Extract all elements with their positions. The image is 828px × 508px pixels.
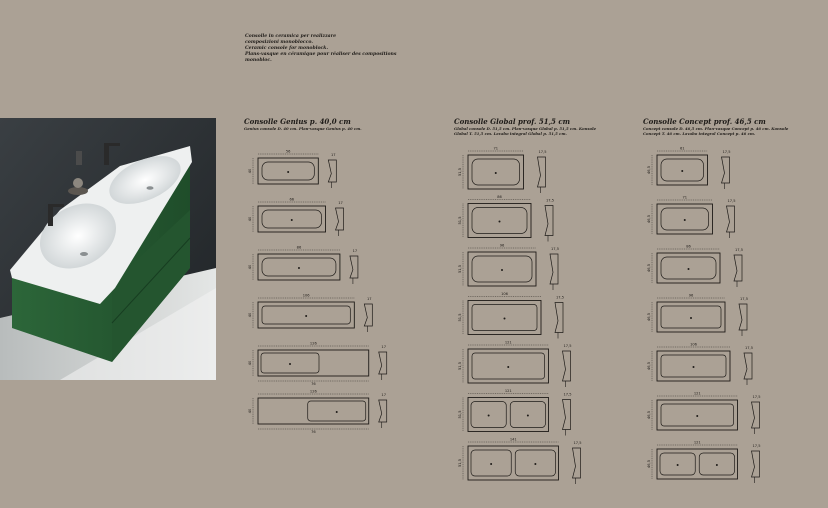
dimension-label: 86 bbox=[497, 195, 502, 199]
dimension-label: 17,5 bbox=[722, 150, 731, 154]
drain-hole bbox=[684, 219, 686, 221]
dimension-label: 17 bbox=[331, 153, 336, 157]
column-header-global bbox=[454, 117, 596, 136]
washbasin-drawing bbox=[248, 150, 336, 189]
washbasin-drawing bbox=[248, 198, 344, 237]
dimension-label: 17,5 bbox=[538, 150, 547, 154]
faucet-icon bbox=[104, 143, 109, 165]
side-profile bbox=[550, 254, 558, 284]
washbasin-drawing bbox=[647, 245, 743, 288]
drain-hole bbox=[507, 366, 509, 368]
washbasin-drawing bbox=[458, 389, 572, 436]
intro-line: Ceramic console for monoblock. bbox=[245, 46, 329, 51]
dimension-label: 40 bbox=[248, 264, 252, 270]
dimension-label: 86 bbox=[296, 245, 302, 250]
dimension-label: 51,5 bbox=[458, 410, 462, 419]
dimension-label: 40 bbox=[248, 216, 252, 222]
washbasin-drawing bbox=[458, 341, 572, 388]
dimension-label: 17 bbox=[338, 201, 343, 205]
side-profile bbox=[752, 402, 760, 428]
dimension-label: 17,5 bbox=[563, 392, 572, 397]
dimension-label: 40 bbox=[248, 312, 252, 318]
washbasin-drawing bbox=[647, 392, 761, 435]
dimension-label: 76 bbox=[311, 382, 316, 386]
dimension-label: 51,5 bbox=[458, 167, 462, 177]
column-subtitle: Global T. 51,5 cm. Lavabo integral Global p. 51,5 cm. bbox=[454, 131, 567, 136]
washbasin-drawing bbox=[647, 196, 736, 239]
side-profile bbox=[727, 206, 735, 232]
intro-line: monobloc. bbox=[245, 58, 272, 63]
column-subtitle: Global console D. 51,5 cm. Plan-vasque Global p. 51,5 cm. Konsole bbox=[454, 126, 596, 131]
drawings-concept bbox=[643, 145, 793, 505]
side-profile bbox=[545, 206, 553, 236]
dimension-label: 126 bbox=[309, 389, 317, 394]
drain-hole bbox=[690, 317, 692, 319]
drain-hole bbox=[488, 415, 490, 417]
dimension-label: 51,5 bbox=[458, 361, 462, 371]
washbasin-drawing bbox=[647, 294, 748, 337]
intro-line: composizioni monoblocco. bbox=[245, 40, 313, 45]
dimension-label: 17 bbox=[381, 345, 387, 349]
washbasin-drawing bbox=[248, 390, 387, 435]
intro-line: Plans-vasque en céramique pour réaliser des compositions bbox=[245, 52, 397, 57]
product-photo bbox=[0, 118, 216, 380]
washbasin-drawing bbox=[458, 244, 559, 291]
dimension-label: 121 bbox=[693, 440, 701, 445]
dimension-label: 17,5 bbox=[752, 395, 761, 399]
washbasin-drawing bbox=[647, 343, 753, 386]
drawings-global bbox=[454, 145, 604, 505]
dimension-label: 51,5 bbox=[458, 264, 462, 274]
dimension-label: 66 bbox=[289, 197, 295, 202]
dimension-label: 51,5 bbox=[458, 216, 462, 225]
dimension-label: 40 bbox=[248, 168, 252, 174]
side-profile bbox=[336, 208, 344, 230]
dimension-label: 86 bbox=[686, 244, 691, 249]
column-header-genius bbox=[244, 117, 362, 131]
drain-hole bbox=[298, 267, 300, 269]
dimension-label: 126 bbox=[309, 341, 317, 346]
column-subtitle: Concept T. 46 cm. Lavabo integral Concept p. 46 cm. bbox=[643, 131, 756, 136]
washbasin-drawing bbox=[647, 441, 761, 484]
drain-hole bbox=[716, 464, 718, 466]
dimension-label: 46,5 bbox=[647, 410, 651, 420]
basin-outline bbox=[258, 350, 369, 376]
washbasin-drawing bbox=[248, 246, 358, 285]
side-profile bbox=[379, 400, 387, 422]
dimension-label: 46,5 bbox=[647, 263, 651, 273]
dimension-label: 106 bbox=[302, 293, 310, 298]
dimension-label: 17,5 bbox=[727, 199, 736, 203]
side-profile bbox=[538, 157, 546, 187]
washbasin-drawing bbox=[458, 147, 547, 194]
dimension-label: 51,5 bbox=[458, 458, 462, 468]
side-profile bbox=[722, 157, 730, 183]
drain-hole bbox=[534, 463, 536, 465]
dimension-label: 121 bbox=[504, 389, 512, 393]
dimension-label: 17 bbox=[352, 249, 358, 253]
dimension-label: 46,5 bbox=[647, 165, 651, 175]
dimension-label: 17 bbox=[381, 393, 387, 397]
dimension-label: 96 bbox=[499, 243, 505, 248]
column-title: Consolle Concept prof. 46,5 cm bbox=[643, 117, 766, 126]
drain-hole bbox=[504, 318, 506, 320]
dimension-label: 46,5 bbox=[647, 214, 651, 224]
dimension-label: 17,5 bbox=[739, 297, 749, 301]
dimension-label: 17,5 bbox=[752, 444, 761, 448]
dimension-label: 61 bbox=[679, 146, 685, 151]
drain-hole bbox=[527, 415, 529, 417]
dimension-label: 76 bbox=[311, 430, 316, 434]
drain-hole bbox=[305, 315, 307, 317]
dimension-label: 71 bbox=[493, 146, 499, 151]
side-profile bbox=[379, 352, 387, 374]
drain-hole bbox=[693, 366, 695, 368]
dimension-label: 56 bbox=[285, 149, 291, 154]
basin-outline bbox=[657, 449, 738, 479]
dimension-label: 40 bbox=[248, 360, 252, 366]
column-title: Consolle Global prof. 51,5 cm bbox=[454, 117, 571, 126]
column-header-concept bbox=[643, 117, 788, 136]
drawings-genius bbox=[244, 148, 387, 448]
basin-outline bbox=[258, 398, 369, 424]
side-profile bbox=[752, 451, 760, 477]
drain-hole bbox=[291, 219, 293, 221]
drain-hole bbox=[289, 363, 291, 365]
drain-hole bbox=[490, 463, 492, 465]
dimension-label: 106 bbox=[501, 292, 508, 296]
product-photo-svg bbox=[0, 118, 216, 380]
drain-hole bbox=[501, 269, 503, 271]
dimension-label: 17,5 bbox=[563, 344, 572, 348]
washbasin-drawing bbox=[647, 147, 731, 190]
drain-hole bbox=[495, 172, 497, 174]
drain-hole bbox=[336, 411, 338, 413]
washbasin-drawing bbox=[458, 438, 582, 485]
side-profile bbox=[563, 351, 571, 381]
side-profile bbox=[555, 303, 563, 333]
side-profile bbox=[573, 448, 581, 478]
washbasin-drawing bbox=[458, 292, 564, 339]
dimension-label: 121 bbox=[693, 391, 701, 396]
drain-hole bbox=[696, 415, 698, 417]
intro-text bbox=[245, 34, 395, 64]
dimension-label: 46,5 bbox=[647, 459, 651, 469]
drain-hole bbox=[677, 464, 679, 466]
basin-outline bbox=[468, 446, 559, 480]
dimension-label: 17,5 bbox=[734, 248, 744, 252]
side-profile bbox=[350, 256, 358, 278]
dimension-label: 17,5 bbox=[555, 295, 565, 300]
dimension-label: 46,5 bbox=[647, 312, 651, 322]
dimension-label: 17,5 bbox=[573, 441, 582, 445]
column-subtitle: Concept console D. 46,5 cm. Plan-vasque Concept p. 46 cm. Konsole bbox=[643, 126, 789, 131]
side-profile bbox=[734, 255, 742, 281]
faucet-icon bbox=[48, 204, 53, 226]
dimension-label: 17,5 bbox=[550, 247, 560, 251]
side-profile bbox=[739, 304, 747, 330]
washbasin-drawing bbox=[248, 342, 387, 387]
side-profile bbox=[328, 160, 336, 182]
dimension-label: 46,5 bbox=[647, 361, 651, 371]
side-profile bbox=[364, 304, 372, 326]
column-title: Consolle Genius p. 40,0 cm bbox=[244, 117, 351, 126]
dimension-label: 141 bbox=[509, 437, 517, 442]
drain-hole bbox=[688, 268, 690, 270]
dimension-label: 106 bbox=[690, 342, 697, 347]
dimension-label: 17 bbox=[367, 297, 372, 301]
drain-hole bbox=[681, 170, 683, 172]
dimension-label: 51,5 bbox=[458, 313, 462, 322]
drain-hole bbox=[499, 221, 501, 223]
side-profile bbox=[563, 400, 571, 430]
dimension-label: 40 bbox=[248, 408, 252, 414]
drain-hole bbox=[287, 171, 289, 173]
dimension-label: 71 bbox=[682, 195, 688, 200]
washbasin-drawing bbox=[248, 294, 372, 333]
basin-outline bbox=[468, 398, 549, 432]
column-subtitle: Genius console D. 40 cm. Plan-vasque Genius p. 40 cm. bbox=[244, 126, 362, 131]
dimension-label: 17,5 bbox=[744, 346, 754, 350]
washbasin-drawing bbox=[458, 195, 554, 242]
dimension-label: 17,5 bbox=[545, 198, 555, 203]
dimension-label: 96 bbox=[688, 293, 694, 298]
side-profile bbox=[744, 353, 752, 379]
dimension-label: 121 bbox=[504, 340, 512, 345]
intro-line: Consolle in ceramica per realizzare bbox=[245, 34, 337, 39]
